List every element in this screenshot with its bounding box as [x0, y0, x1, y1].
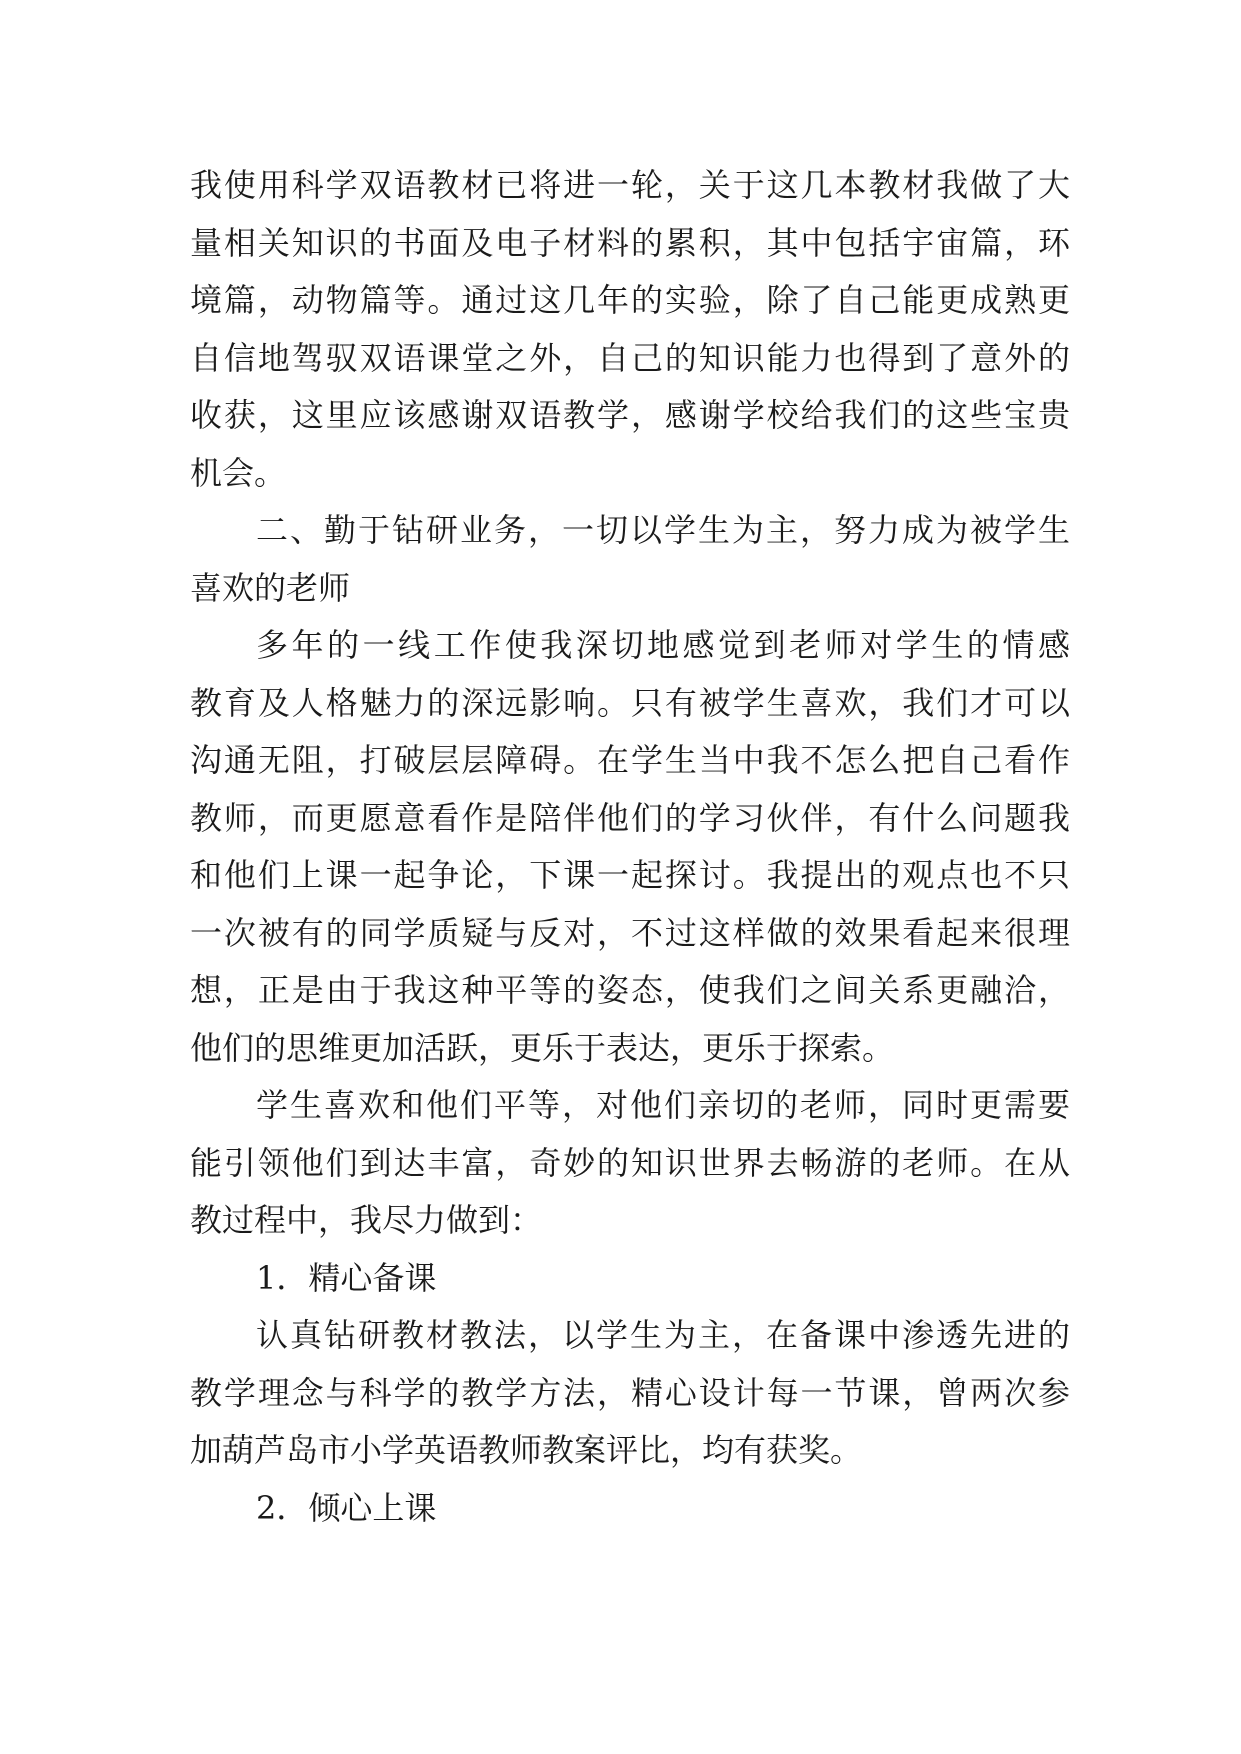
- text-line: 想，正是由于我这种平等的姿态，使我们之间关系更融洽，: [190, 971, 1070, 1009]
- text-line: 他们的思维更加活跃，更乐于表达，更乐于探索。: [190, 1028, 895, 1067]
- text-line: 加葫芦岛市小学英语教师教案评比，均有获奖。: [190, 1431, 863, 1469]
- text-line: 1．精心备课: [256, 1258, 437, 1297]
- text-line: 和他们上课一起争论，下课一起探讨。我提出的观点也不只: [190, 856, 1070, 894]
- text-line: 喜欢的老师: [190, 568, 351, 607]
- text-line: 学生喜欢和他们平等，对他们亲切的老师，同时更需要: [256, 1086, 1070, 1124]
- text-line: 收获，这里应该感谢双语教学，感谢学校给我们的这些宝贵: [190, 396, 1070, 434]
- text-line: 我使用科学双语教材已将进一轮，关于这几本教材我做了大: [190, 166, 1070, 204]
- text-line: 一次被有的同学质疑与反对，不过这样做的效果看起来很理: [190, 913, 1070, 952]
- section-heading: [190, 502, 1070, 617]
- text-line: 多年的一线工作使我深切地感觉到老师对学生的情感: [256, 626, 1070, 664]
- paragraph: [190, 1077, 1070, 1250]
- numbered-heading: [190, 1250, 1070, 1308]
- paragraph: [190, 157, 1070, 502]
- text-line: 沟通无阻，打破层层障碍。在学生当中我不怎么把自己看作: [190, 741, 1070, 779]
- text-line: 能引领他们到达丰富，奇妙的知识世界去畅游的老师。在从: [190, 1143, 1070, 1182]
- text-line: 教学理念与科学的教学方法，精心设计每一节课，曾两次参: [190, 1373, 1070, 1412]
- text-line: 教师，而更愿意看作是陪伴他们的学习伙伴，有什么问题我: [190, 798, 1070, 837]
- text-line: 教育及人格魅力的深远影响。只有被学生喜欢，我们才可以: [190, 683, 1070, 722]
- paragraph: [190, 617, 1070, 1077]
- text-line: 境篇，动物篇等。通过这几年的实验，除了自己能更成熟更: [190, 281, 1070, 319]
- document-body: [190, 157, 1070, 1537]
- text-line: 2．倾心上课: [256, 1488, 437, 1527]
- text-line: 机会。: [190, 453, 287, 492]
- numbered-heading: [190, 1480, 1070, 1538]
- text-line: 教过程中，我尽力做到：: [190, 1201, 543, 1239]
- text-line: 量相关知识的书面及电子材料的累积，其中包括宇宙篇，环: [190, 223, 1070, 262]
- text-line: 自信地驾驭双语课堂之外，自己的知识能力也得到了意外的: [190, 338, 1070, 377]
- text-line: 认真钻研教材教法，以学生为主，在备课中渗透先进的: [256, 1316, 1070, 1354]
- paragraph: [190, 1307, 1070, 1480]
- text-line: 二、勤于钻研业务，一切以学生为主，努力成为被学生: [256, 511, 1070, 549]
